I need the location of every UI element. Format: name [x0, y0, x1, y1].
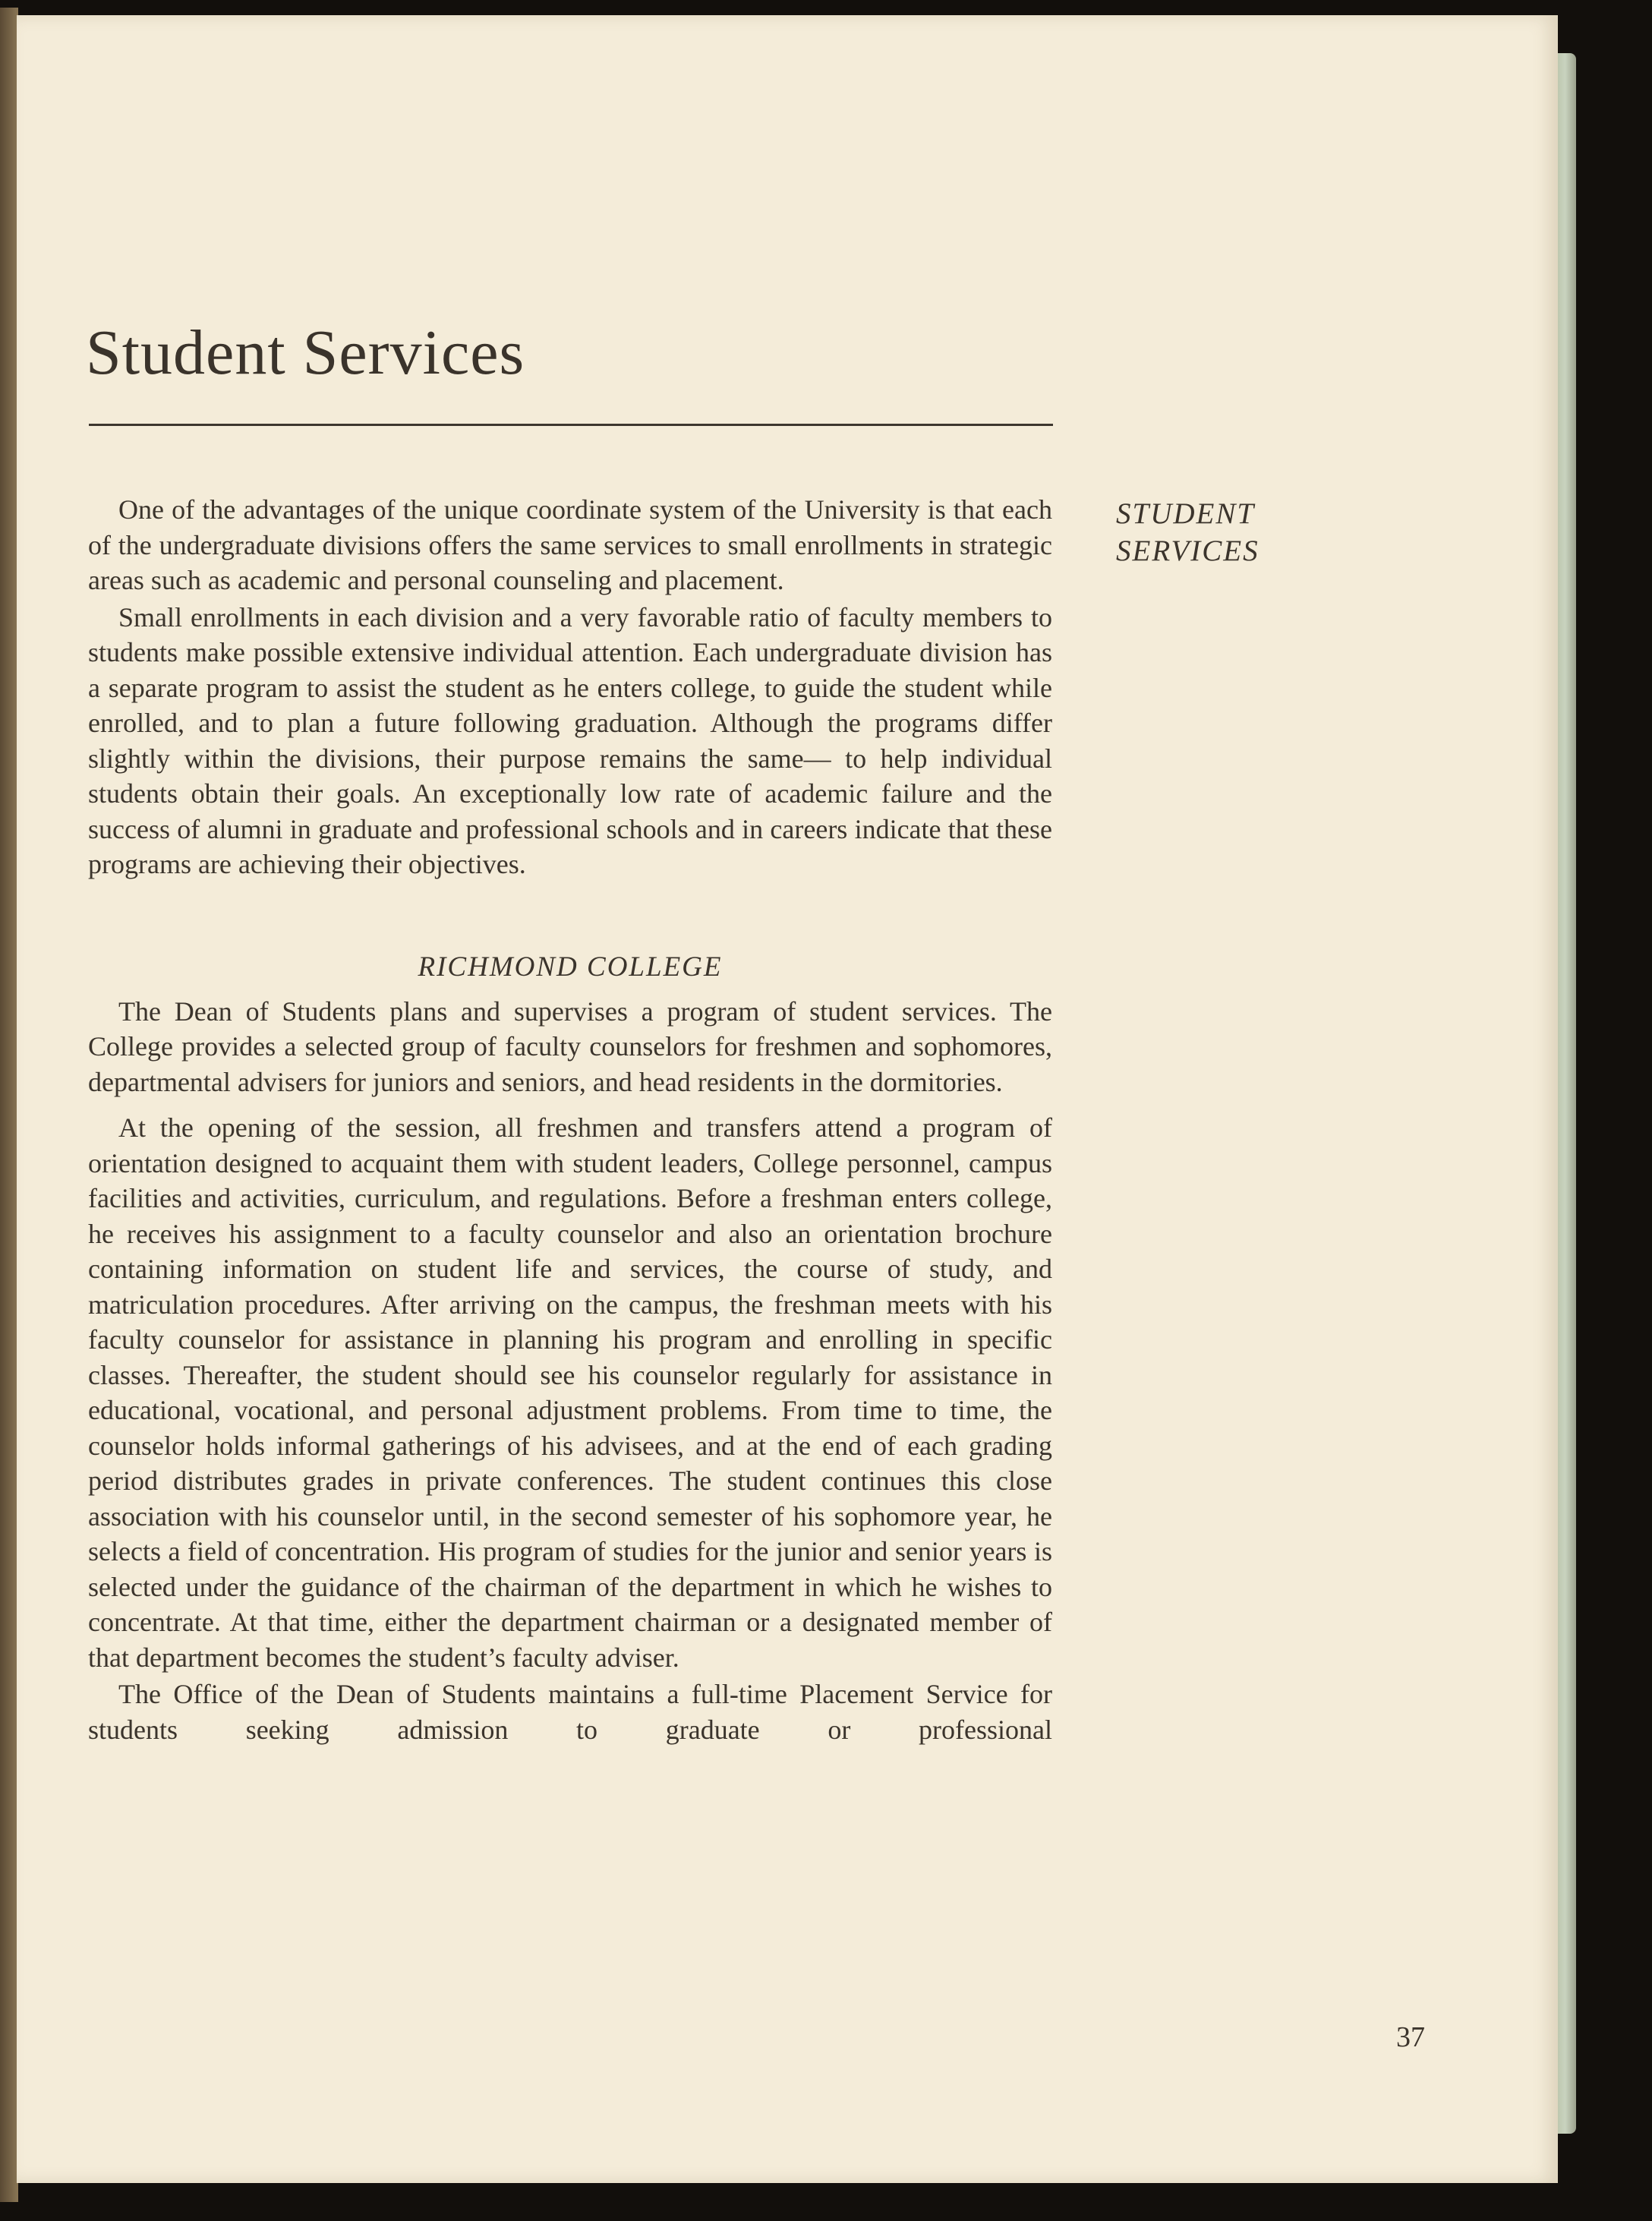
body-text	[88, 492, 1052, 1747]
page-title: Student Services	[86, 317, 525, 388]
margin-heading-line-2: SERVICES	[1116, 535, 1259, 567]
page-sheet	[17, 15, 1558, 2183]
title-divider	[89, 424, 1053, 426]
section-paragraph-2: At the opening of the session, all freshmen and transfers attend a program of orientation designed to acquaint them with student leaders, College personnel, campus facilities and activities, curriculum, and regulations. Before a freshman enters college, he receives his assignment to a faculty counselor and also an orientation brochure containing information on student life and services, the course of study, and matriculation procedures. After arriving on the campus, the freshman meets with his faculty counselor for assistance in planning his program and enrolling in specific classes. Thereafter, the student should see his counselor regularly for assistance in educational, vocational, and personal adjustment problems. From time to time, the counselor holds informal gatherings of his advisees, and at the end of each grading period distributes grades in private conferences. The student continues this close association with his counselor until, in the second semester of his sophomore year, he selects a field of concentration. His program of studies for the junior and senior years is selected under the guidance of the chairman of the department in which he wishes to concentrate. At that time, either the department chairman or a designated member of that department becomes the student’s faculty adviser.	[88, 1112, 1052, 1673]
intro-paragraph-1: One of the advantages of the unique coordinate system of the University is that each of the undergraduate divisions offers the same services to small enrollments in strategic areas such as academic and personal counseling and placement.	[88, 494, 1052, 595]
section-paragraph-3: The Office of the Dean of Students maintains a full-time Placement Service for students seeking admission to graduate or professional	[88, 1679, 1052, 1745]
section-paragraph-1: The Dean of Students plans and supervises a program of student services. The College provides a selected group of faculty counselors for freshmen and sophomores, departmental advisers for juniors and seniors, and head residents in the dormitories.	[88, 995, 1052, 1097]
section-heading: RICHMOND COLLEGE	[418, 951, 723, 983]
margin-heading-line-1: STUDENT	[1116, 497, 1256, 530]
margin-heading	[1116, 495, 1420, 569]
adjacent-page-edge	[0, 8, 18, 2202]
page-number: 37	[1396, 2021, 1425, 2053]
intro-paragraph-2: Small enrollments in each division and a very favorable ratio of faculty members to students make possible extensive individual attention. Each undergraduate division has a separate program to assist the student as he enters college, to guide the student while enrolled, and to plan a future following graduation. Although the programs differ slightly within the divisions, their purpose remains the same— to help individual students obtain their goals. An exceptionally low rate of academic failure and the success of alumni in graduate and professional schools and in careers indicate that these programs are achieving their objectives.	[88, 601, 1052, 879]
